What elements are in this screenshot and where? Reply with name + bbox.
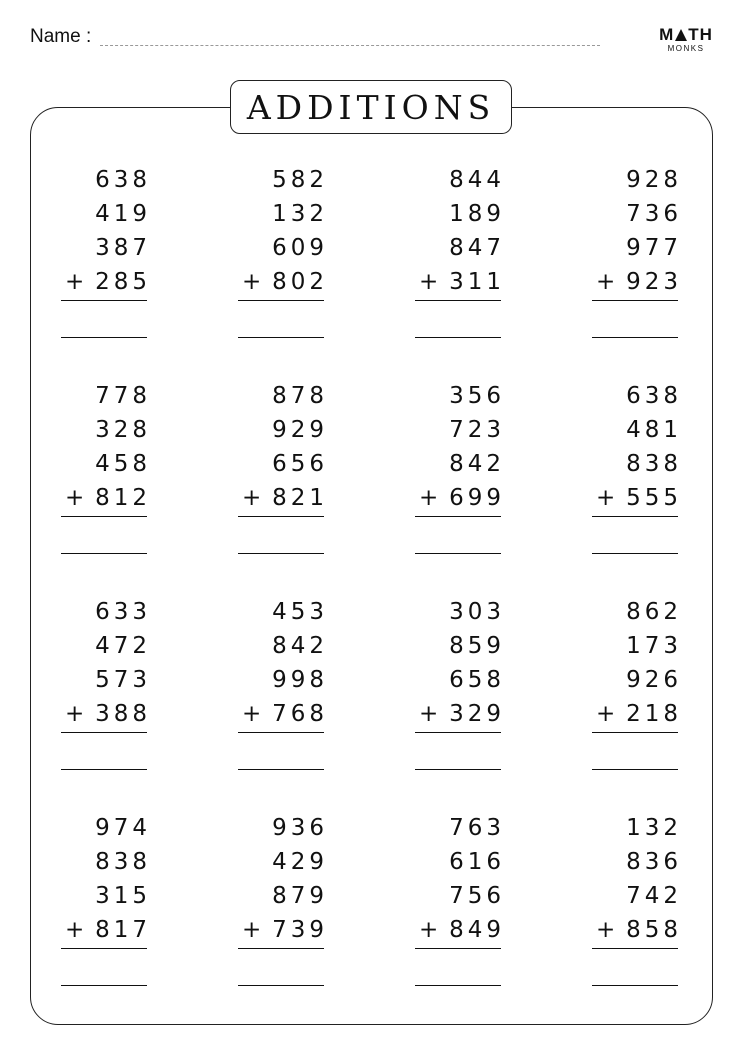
addend: 638 — [95, 167, 151, 193]
logo-letters-th: TH — [688, 25, 713, 44]
addend: 658 — [449, 667, 505, 693]
answer-line[interactable] — [415, 337, 501, 338]
addend: 878 — [272, 383, 328, 409]
last-addend: 285 — [95, 269, 151, 295]
addend: 656 — [272, 451, 328, 477]
addend: 842 — [449, 451, 505, 477]
addend: 836 — [626, 849, 682, 875]
addend: 616 — [449, 849, 505, 875]
addend: 847 — [449, 235, 505, 261]
addend: 189 — [449, 201, 505, 227]
sum-line — [61, 516, 147, 517]
sum-line — [415, 300, 501, 301]
sum-line — [61, 300, 147, 301]
sum-line — [415, 516, 501, 517]
addend: 838 — [95, 849, 151, 875]
addition-problem — [415, 165, 505, 335]
sum-line — [415, 732, 501, 733]
last-addend: 768 — [272, 701, 328, 727]
addition-problem — [592, 597, 682, 767]
plus-sign: + — [419, 917, 439, 943]
last-addend: 923 — [626, 269, 682, 295]
plus-sign: + — [596, 701, 616, 727]
addend: 974 — [95, 815, 151, 841]
worksheet-title: ADDITIONS — [230, 80, 512, 134]
logo-letter-m: M — [659, 25, 675, 44]
addend: 936 — [272, 815, 328, 841]
answer-line[interactable] — [238, 985, 324, 986]
addition-problem — [415, 597, 505, 767]
plus-sign: + — [596, 917, 616, 943]
addend: 842 — [272, 633, 328, 659]
last-addend: 821 — [272, 485, 328, 511]
addend: 763 — [449, 815, 505, 841]
addition-problem — [61, 813, 151, 983]
answer-line[interactable] — [415, 553, 501, 554]
addend: 756 — [449, 883, 505, 909]
answer-line[interactable] — [238, 769, 324, 770]
addition-problem — [592, 813, 682, 983]
sum-line — [238, 516, 324, 517]
sum-line — [592, 948, 678, 949]
answer-line[interactable] — [238, 553, 324, 554]
plus-sign: + — [419, 269, 439, 295]
addend: 928 — [626, 167, 682, 193]
addition-problem — [415, 813, 505, 983]
sum-line — [592, 732, 678, 733]
addend: 481 — [626, 417, 682, 443]
addend: 132 — [626, 815, 682, 841]
addition-problem — [238, 381, 328, 551]
sum-line — [238, 732, 324, 733]
last-addend: 812 — [95, 485, 151, 511]
addition-problem — [61, 165, 151, 335]
addend: 633 — [95, 599, 151, 625]
addition-problem — [592, 165, 682, 335]
addend: 859 — [449, 633, 505, 659]
last-addend: 802 — [272, 269, 328, 295]
addend: 838 — [626, 451, 682, 477]
answer-line[interactable] — [238, 337, 324, 338]
answer-line[interactable] — [61, 769, 147, 770]
plus-sign: + — [65, 269, 85, 295]
sum-line — [238, 300, 324, 301]
name-label: Name : — [30, 26, 92, 47]
addend: 472 — [95, 633, 151, 659]
answer-line[interactable] — [61, 337, 147, 338]
answer-line[interactable] — [592, 337, 678, 338]
last-addend: 699 — [449, 485, 505, 511]
addend: 429 — [272, 849, 328, 875]
addition-problem — [592, 381, 682, 551]
addition-problem — [415, 381, 505, 551]
sum-line — [238, 948, 324, 949]
last-addend: 311 — [449, 269, 505, 295]
sum-line — [415, 948, 501, 949]
answer-line[interactable] — [592, 985, 678, 986]
addend: 879 — [272, 883, 328, 909]
addend: 356 — [449, 383, 505, 409]
addend: 328 — [95, 417, 151, 443]
plus-sign: + — [419, 485, 439, 511]
answer-line[interactable] — [415, 985, 501, 986]
sum-line — [592, 516, 678, 517]
last-addend: 388 — [95, 701, 151, 727]
addend: 173 — [626, 633, 682, 659]
sum-line — [61, 948, 147, 949]
last-addend: 817 — [95, 917, 151, 943]
addend: 638 — [626, 383, 682, 409]
answer-line[interactable] — [415, 769, 501, 770]
sum-line — [61, 732, 147, 733]
addition-problem — [238, 813, 328, 983]
sum-line — [592, 300, 678, 301]
addend: 582 — [272, 167, 328, 193]
addend: 977 — [626, 235, 682, 261]
addend: 862 — [626, 599, 682, 625]
plus-sign: + — [596, 269, 616, 295]
addend: 609 — [272, 235, 328, 261]
addend: 458 — [95, 451, 151, 477]
answer-line[interactable] — [592, 553, 678, 554]
plus-sign: + — [242, 917, 262, 943]
plus-sign: + — [596, 485, 616, 511]
plus-sign: + — [65, 917, 85, 943]
last-addend: 739 — [272, 917, 328, 943]
answer-line[interactable] — [61, 553, 147, 554]
last-addend: 858 — [626, 917, 682, 943]
plus-sign: + — [419, 701, 439, 727]
addend: 998 — [272, 667, 328, 693]
addition-problem — [61, 381, 151, 551]
addend: 723 — [449, 417, 505, 443]
plus-sign: + — [65, 701, 85, 727]
answer-line[interactable] — [61, 985, 147, 986]
plus-sign: + — [65, 485, 85, 511]
addend: 387 — [95, 235, 151, 261]
addition-problem — [238, 165, 328, 335]
addend: 929 — [272, 417, 328, 443]
plus-sign: + — [242, 485, 262, 511]
addend: 132 — [272, 201, 328, 227]
addend: 303 — [449, 599, 505, 625]
plus-sign: + — [242, 269, 262, 295]
addend: 573 — [95, 667, 151, 693]
addend: 315 — [95, 883, 151, 909]
addend: 419 — [95, 201, 151, 227]
addend: 453 — [272, 599, 328, 625]
last-addend: 218 — [626, 701, 682, 727]
addend: 926 — [626, 667, 682, 693]
addition-problem — [61, 597, 151, 767]
last-addend: 555 — [626, 485, 682, 511]
addend: 742 — [626, 883, 682, 909]
answer-line[interactable] — [592, 769, 678, 770]
last-addend: 329 — [449, 701, 505, 727]
last-addend: 849 — [449, 917, 505, 943]
addend: 736 — [626, 201, 682, 227]
addend: 844 — [449, 167, 505, 193]
addend: 778 — [95, 383, 151, 409]
logo-subtitle: MONKS — [667, 44, 705, 53]
addition-problem — [238, 597, 328, 767]
plus-sign: + — [242, 701, 262, 727]
